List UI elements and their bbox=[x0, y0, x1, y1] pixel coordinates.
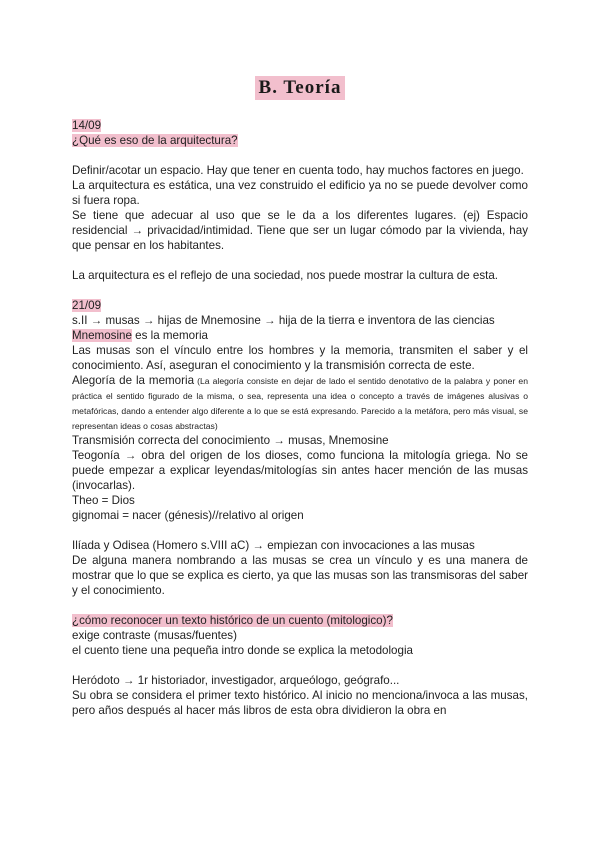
page-title: B. Teoría bbox=[255, 76, 346, 100]
paragraph: Theo = Dios bbox=[72, 494, 135, 507]
section-arquitectura bbox=[72, 118, 528, 283]
paragraph: Heródoto → 1r historiador, investigador, arqueólogo, geógrafo... bbox=[72, 674, 400, 687]
paragraph: exige contraste (musas/fuentes) bbox=[72, 629, 237, 642]
date-label: 21/09 bbox=[72, 299, 102, 312]
paragraph: Teogonía → obra del origen de los dioses, como funciona la mitología griega. No se puede empezar a explicar leyendas/mitologías sin antes hacer mención de las musas (invocarlas). bbox=[72, 449, 528, 492]
paragraph: Se tiene que adecuar al uso que se le da a los diferentes lugares. (ej) Espacio residencial → privacidad/intimidad. Tiene que ser un lugar cómodo par la vivienda, hay que pensar en los habitantes. bbox=[72, 209, 528, 252]
paragraph: De alguna manera nombrando a las musas se crea un vínculo y es una manera de mostrar que lo que se explica es cierto, ya que las musas son las transmisoras del saber y el conocimiento. bbox=[72, 554, 528, 597]
paragraph: Transmisión correcta del conocimiento → musas, Mnemosine bbox=[72, 434, 389, 447]
alegoria-label: Alegoría de la memoria bbox=[72, 374, 195, 387]
paragraph: Las musas son el vínculo entre los hombres y la memoria, transmiten el saber y el conocimiento. Así, aseguran el conocimiento y la transmisión correcta de este. bbox=[72, 344, 528, 372]
alegoria-paragraph bbox=[72, 373, 528, 433]
notes-body bbox=[72, 118, 528, 718]
highlighted-term: Mnemosine bbox=[72, 329, 132, 342]
paragraph-fragment: es la memoria bbox=[131, 329, 208, 342]
section-question: ¿Qué es eso de la arquitectura? bbox=[72, 134, 238, 147]
paragraph: La arquitectura es el reflejo de una sociedad, nos puede mostrar la cultura de esta. bbox=[72, 269, 499, 282]
paragraph: Definir/acotar un espacio. Hay que tener en cuenta todo, hay muchos factores en juego. bbox=[72, 164, 524, 177]
paragraph: La arquitectura es estática, una vez construido el edificio ya no se puede devolver como si fuera ropa. bbox=[72, 179, 528, 207]
paragraph: Su obra se considera el primer texto histórico. Al inicio no menciona/invoca a las musas, pero años después al hacer más libros de esta obra dividieron la obra en bbox=[72, 689, 528, 717]
paragraph: el cuento tiene una pequeña intro donde se explica la metodologia bbox=[72, 644, 413, 657]
section-musas bbox=[72, 298, 528, 598]
paragraph: gignomai = nacer (génesis)//relativo al origen bbox=[72, 509, 304, 522]
paragraph: Ilíada y Odisea (Homero s.VIII aC) → empiezan con invocaciones a las musas bbox=[72, 539, 475, 552]
paragraph: s.II → musas → hijas de Mnemosine → hija de la tierra e inventora de las ciencias bbox=[72, 314, 495, 327]
date-label: 14/09 bbox=[72, 119, 102, 132]
title-container bbox=[0, 76, 600, 100]
alegoria-note: (La alegoría consiste en dejar de lado el sentido denotativo de la palabra y poner en práctica el sentido figurado de la misma, o sea, representa una idea o concepto a través de imágenes alusivas o metafóricas, dando a entender algo diferente a lo que se está expresando. Parecido a la metáfora, pero más visual, se representan ideas o cosas abstractas) bbox=[72, 376, 528, 431]
section-texto-historico bbox=[72, 613, 528, 718]
section-question: ¿cómo reconocer un texto histórico de un cuento (mitologico)? bbox=[72, 614, 393, 627]
